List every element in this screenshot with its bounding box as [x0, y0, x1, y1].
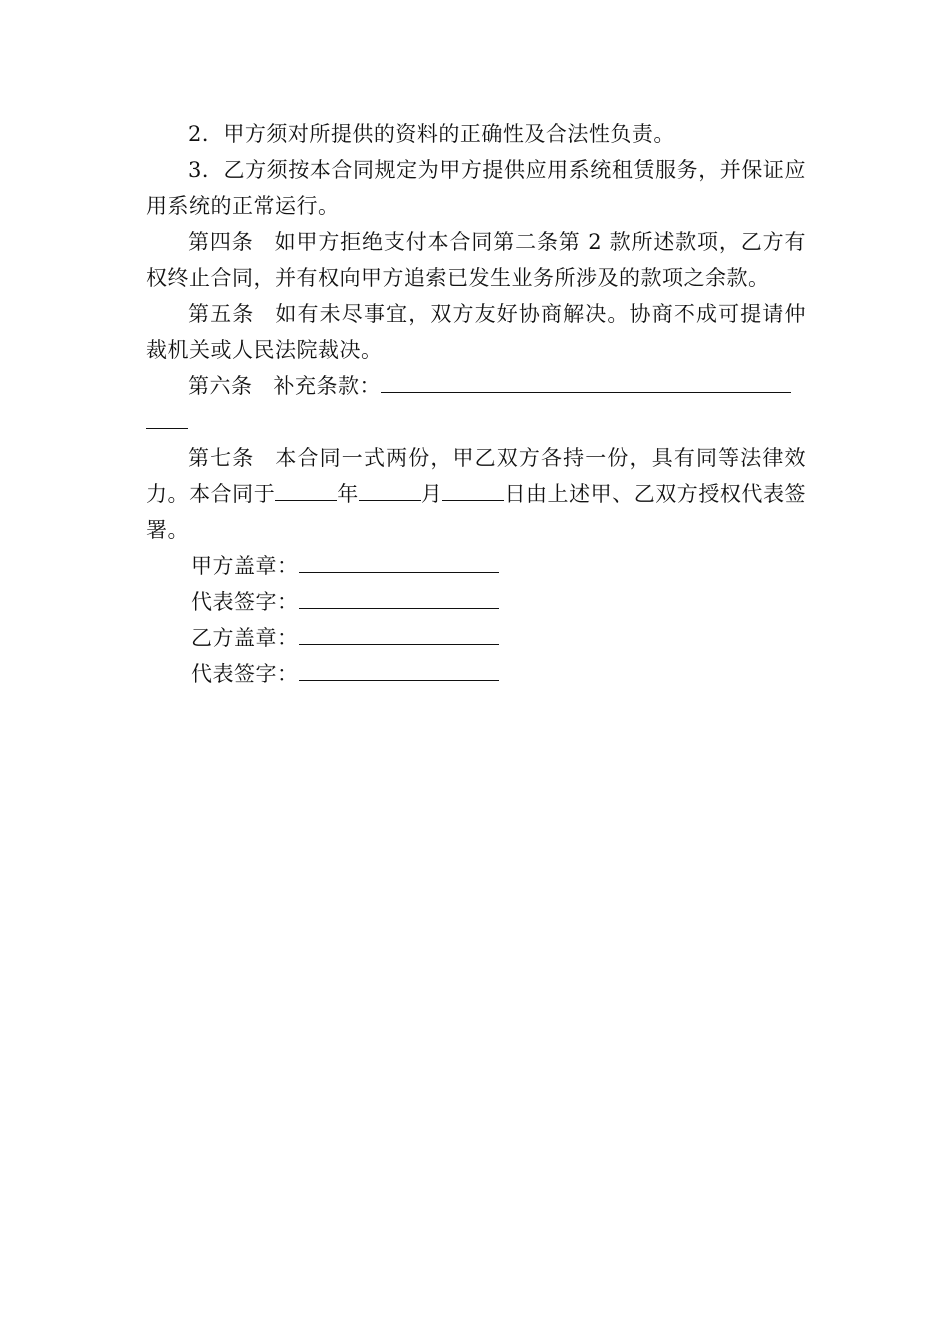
- party-b-rep-signature-blank[interactable]: [299, 658, 499, 681]
- month-label: 月: [420, 482, 443, 506]
- article-4-text: 如甲方拒绝支付本合同第二条第 2 款所述款项，乙方有权终止合同，并有权向甲方追索已发生业务所涉及的款项之余款。: [146, 230, 806, 290]
- article-4-label: 第四条: [188, 230, 254, 254]
- signature-row-party-b-seal: [146, 620, 806, 656]
- supplementary-terms-blank-continued: [146, 404, 806, 440]
- clause-item-3: 3．乙方须按本合同规定为甲方提供应用系统租赁服务，并保证应用系统的正常运行。: [146, 158, 806, 218]
- year-label: 年: [337, 482, 359, 506]
- article-5-text: 如有未尽事宜，双方友好协商解决。协商不成可提请仲裁机关或人民法院裁决。: [146, 302, 807, 362]
- article-6-text: 补充条款：: [273, 374, 381, 398]
- signature-row-party-a-seal: [146, 548, 806, 584]
- contract-page: [146, 116, 806, 692]
- signature-row-party-b-rep: [146, 656, 806, 692]
- clause-item-2: 2．甲方须对所提供的资料的正确性及合法性负责。: [188, 122, 675, 146]
- article-4: [146, 224, 806, 296]
- article-7-text-part1: 本合同一式两份，甲乙双方各持一份，具有同等法律效力。本合同于: [146, 446, 807, 506]
- party-a-rep-signature-blank[interactable]: [299, 586, 499, 609]
- article-5-label: 第五条: [188, 302, 255, 326]
- party-a-seal-blank[interactable]: [299, 550, 499, 573]
- article-6-label: 第六条: [188, 374, 253, 398]
- signature-block: [146, 548, 806, 692]
- article-7-text-part2: 日由上述甲、乙双方授权代表签署。: [146, 482, 807, 542]
- month-blank[interactable]: [359, 478, 421, 501]
- year-blank[interactable]: [275, 478, 337, 501]
- signature-label: 乙方盖章：: [191, 626, 299, 650]
- signature-label: 代表签字：: [191, 662, 299, 686]
- party-b-seal-blank[interactable]: [299, 622, 499, 645]
- day-blank[interactable]: [442, 478, 504, 501]
- supplementary-terms-blank-tail[interactable]: [146, 408, 188, 429]
- signature-label: 甲方盖章：: [191, 554, 299, 578]
- signature-row-party-a-rep: [146, 584, 806, 620]
- article-6: [146, 368, 806, 404]
- article-5: [146, 296, 806, 368]
- signature-label: 代表签字：: [191, 590, 299, 614]
- article-7-label: 第七条: [188, 446, 255, 470]
- supplementary-terms-blank[interactable]: [381, 370, 791, 393]
- article-7: [146, 440, 806, 548]
